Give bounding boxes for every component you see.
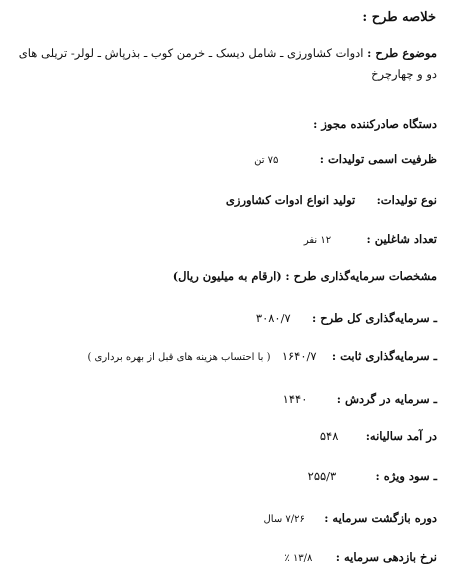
investment-header-label: مشخصات سرمایه‌گذاری طرح :: [285, 269, 437, 283]
capacity-row: [254, 151, 437, 169]
capacity-value: ۷۵ تن: [254, 155, 279, 166]
return-rate-row: [284, 549, 437, 567]
fixed-investment-note: ( با احتساب هزینه های قبل از بهره برداری ): [87, 352, 271, 363]
return-rate-label: نرخ بازدهی سرمایه :: [335, 550, 437, 564]
annual-income-row: [320, 428, 437, 444]
total-investment-row: [256, 310, 437, 326]
product-type-label: نوع تولیدات:: [376, 193, 437, 207]
investment-header-note: (ارقام به میلیون ریال): [172, 269, 282, 283]
net-profit-label: ـ سود ویژه :: [375, 469, 437, 483]
fixed-investment-row: [87, 348, 437, 366]
product-type-row: [226, 192, 437, 208]
product-type-value: تولید انواع ادوات کشاورزی: [225, 193, 356, 207]
capacity-label: ظرفیت اسمی تولیدات :: [319, 152, 437, 166]
employees-row: [304, 231, 437, 249]
fixed-investment-label: ـ سرمایه‌گذاری ثابت :: [331, 349, 437, 363]
return-rate-value: ۱۳/۸ ٪: [284, 553, 313, 564]
subject-value: ادوات کشاورزی ـ شامل دیسک ـ خرمن کوب ـ بذرپاش ـ لولر- تریلی های دو و چهارچرخ: [18, 46, 437, 81]
page-title: خلاصه طرح :: [362, 10, 436, 25]
investment-header-row: [173, 268, 437, 284]
net-profit-row: [308, 468, 437, 484]
working-capital-label: ـ سرمایه در گردش :: [336, 392, 437, 406]
working-capital-row: [283, 391, 437, 407]
total-investment-value: ۳۰۸۰/۷: [255, 311, 291, 325]
payback-label: دوره بازگشت سرمایه :: [324, 511, 437, 525]
annual-income-value: ۵۴۸: [319, 429, 339, 443]
subject-label: موضوع طرح :: [367, 46, 437, 60]
fixed-investment-value: ۱۶۴۰/۷: [281, 349, 317, 363]
total-investment-label: ـ سرمایه‌گذاری کل طرح :: [311, 311, 437, 325]
annual-income-label: در آمد سالیانه:: [365, 429, 437, 443]
net-profit-value: ۲۵۵/۳: [307, 469, 337, 483]
working-capital-value: ۱۴۴۰: [282, 392, 308, 406]
employees-label: تعداد شاغلین :: [366, 232, 437, 246]
payback-value: ۷/۲۶ سال: [263, 514, 305, 525]
payback-row: [264, 510, 437, 528]
licensing-body-label: دستگاه صادرکننده مجوز :: [313, 117, 437, 131]
employees-value: ۱۲ نفر: [303, 235, 332, 246]
subject-row: [12, 43, 437, 85]
